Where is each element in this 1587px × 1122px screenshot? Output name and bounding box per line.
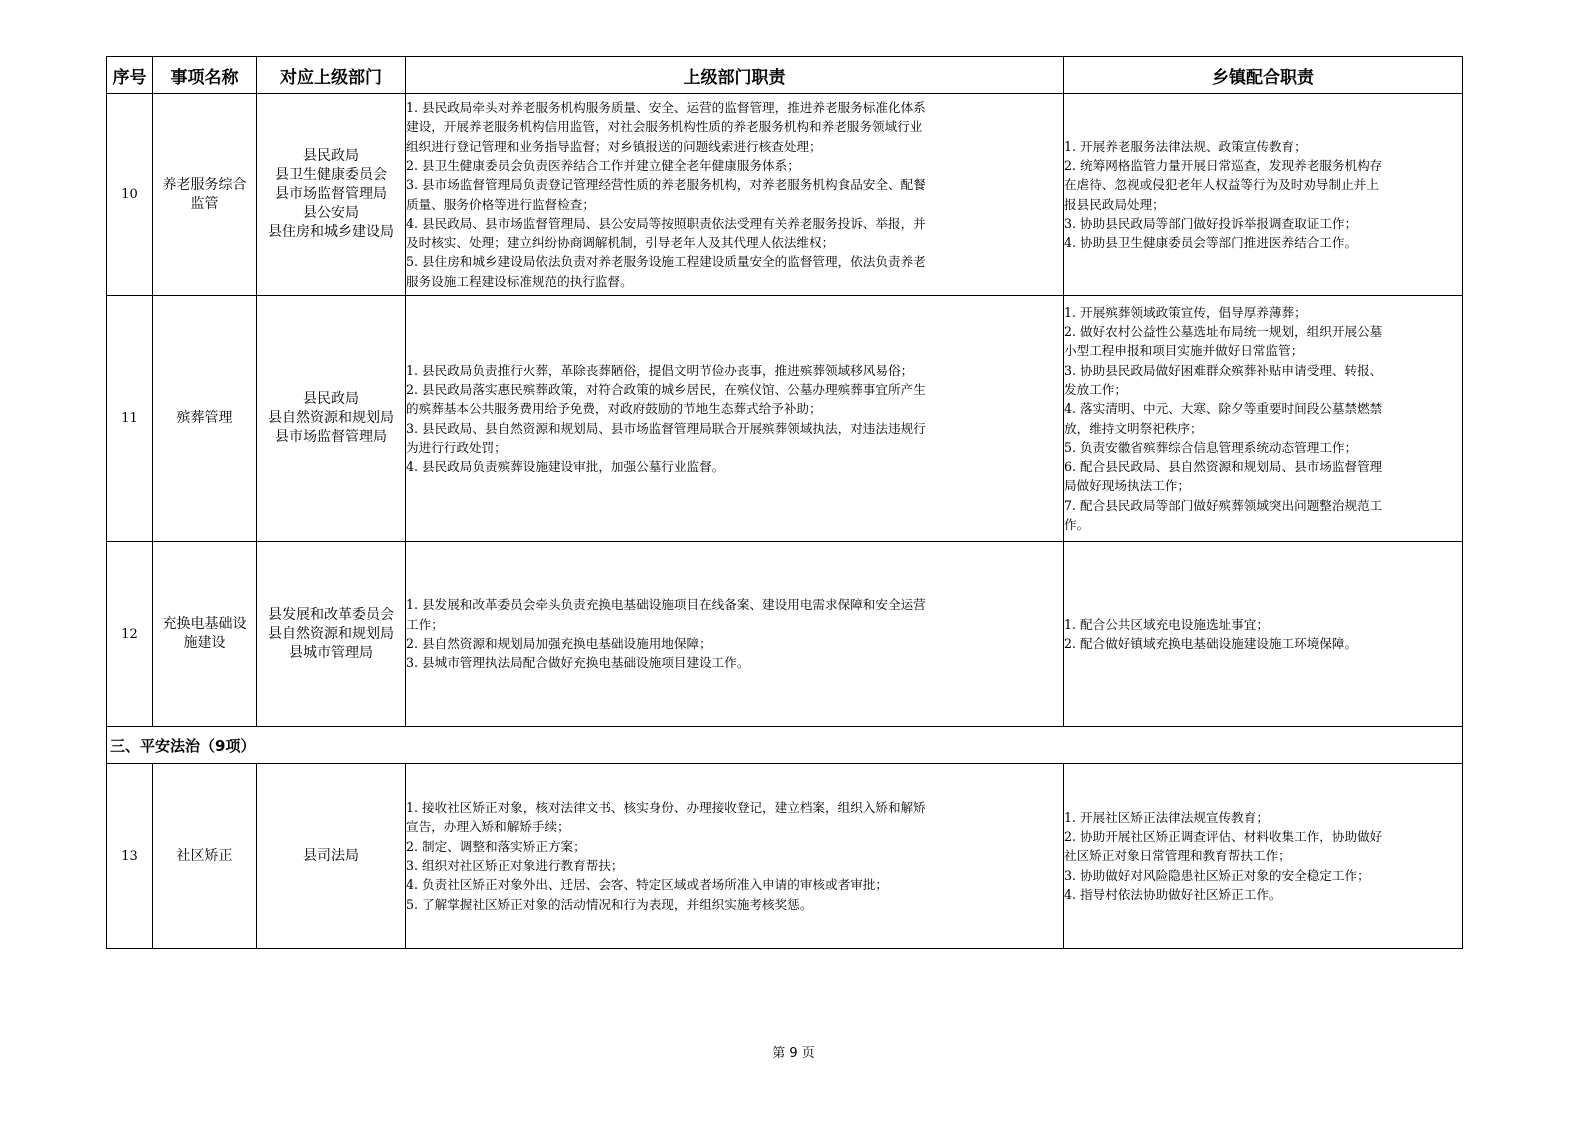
- duty-line: 3. 协助县民政局等部门做好投诉举报调查取证工作；: [1064, 215, 1358, 231]
- duty-line: 2. 县民政局落实惠民殡葬政策，对符合政策的城乡居民，在殡仪馆、公墓办理殡葬事宜所产生: [406, 381, 926, 397]
- header-upper-duties: 上级部门职责: [406, 57, 1064, 94]
- duty-line: 1. 接收社区矫正对象，核对法律文书、核实身份、办理接收登记，建立档案，组织入矫和解矫: [406, 800, 926, 816]
- duty-line: 组织进行登记管理和业务指导监督；对乡镇报送的问题线索进行核查处理；: [406, 138, 822, 154]
- duty-line: 1. 开展社区矫正法律法规宣传教育；: [1064, 809, 1269, 825]
- header-upper-dept: 对应上级部门: [257, 57, 406, 94]
- row-number: 12: [107, 542, 153, 727]
- duty-line: 4. 指导村依法协助做好社区矫正工作。: [1064, 886, 1282, 902]
- duty-line: 发放工作；: [1064, 381, 1127, 397]
- duty-line: 6. 配合县民政局、县自然资源和规划局、县市场监督管理: [1064, 459, 1383, 475]
- department: 县市场监督管理局: [275, 429, 387, 445]
- duty-line: 3. 县市场监督管理局负责登记管理经营性质的养老服务机构，对养老服务机构食品安全、配餐: [406, 177, 926, 193]
- duty-line: 放，维持文明祭祀秩序；: [1064, 420, 1203, 436]
- header-item-name: 事项名称: [153, 57, 257, 94]
- duty-line: 3. 协助县民政局做好困难群众殡葬补贴申请受理、转报、: [1064, 362, 1383, 378]
- duty-line: 5. 县住房和城乡建设局依法负责对养老服务设施工程建设质量安全的监督管理，依法负责养老: [406, 254, 926, 270]
- duty-line: 2. 配合做好镇域充换电基础设施建设施工环境保障。: [1064, 636, 1358, 651]
- duty-line: 2. 县卫生健康委员会负责医养结合工作并建立健全老年健康服务体系；: [406, 157, 800, 173]
- duty-line: 4. 负责社区矫正对象外出、迁居、会客、特定区域或者场所准入申请的审核或者审批；: [406, 877, 888, 893]
- duty-line: 2. 县自然资源和规划局加强充换电基础设施用地保障；: [406, 636, 712, 651]
- town-duties: [1064, 296, 1463, 542]
- duty-line: 3. 县城市管理执法局配合做好充换电基础设施项目建设工作。: [406, 655, 750, 671]
- upper-duties: [406, 296, 1064, 542]
- item-name-line: 养老服务综合: [162, 176, 247, 193]
- duty-line: 2. 协助开展社区矫正调查评估、材料收集工作，协助做好: [1064, 829, 1383, 845]
- duty-line: 3. 组织对社区矫正对象进行教育帮扶；: [406, 858, 624, 873]
- department: 县住房和城乡建设局: [268, 224, 394, 240]
- duty-line: 4. 县民政局、县市场监督管理局、县公安局等按照职责依法受理有关养老服务投诉、举报，并: [406, 215, 926, 231]
- row-number: 13: [107, 764, 153, 949]
- upper-departments: [257, 764, 406, 949]
- duties-table: [106, 56, 1463, 949]
- page-number: 第 9 页: [772, 1046, 815, 1061]
- duty-line: 4. 协助县卫生健康委员会等部门推进医养结合工作。: [1064, 235, 1358, 251]
- duty-line: 为进行行政处罚；: [406, 439, 507, 455]
- upper-departments: [257, 542, 406, 727]
- table-row: [107, 764, 1463, 949]
- duty-line: 作。: [1064, 516, 1090, 532]
- duty-line: 2. 做好农村公益性公墓选址布局统一规划，组织开展公墓: [1064, 324, 1383, 340]
- department: 县自然资源和规划局: [268, 410, 394, 426]
- duty-line: 7. 配合县民政局等部门做好殡葬领域突出问题整治规范工: [1064, 497, 1383, 513]
- upper-duties: [406, 764, 1064, 949]
- duty-line: 宣告，办理入矫和解矫手续；: [406, 819, 570, 835]
- duty-line: 服务设施工程建设标准规范的执行监督。: [406, 273, 633, 289]
- duty-line: 报县民政局处理；: [1064, 196, 1165, 212]
- town-duties: [1064, 764, 1463, 949]
- upper-duties: [406, 542, 1064, 727]
- department: 县市场监督管理局: [275, 186, 387, 202]
- duty-line: 在虐待、忽视或侵犯老年人权益等行为及时劝导制止并上: [1064, 177, 1379, 193]
- duty-line: 4. 县民政局负责殡葬设施建设审批，加强公墓行业监督。: [406, 459, 725, 475]
- duty-line: 质量、服务价格等进行监督检查；: [406, 196, 595, 212]
- duty-line: 5. 负责安徽省殡葬综合信息管理系统动态管理工作；: [1064, 439, 1358, 455]
- table-header-row: [107, 57, 1463, 94]
- item-name-line: 施建设: [183, 635, 226, 651]
- duty-line: 2. 统筹网格监管力量开展日常巡查，发现养老服务机构存: [1064, 157, 1383, 173]
- duty-line: 3. 协助做好对风险隐患社区矫正对象的安全稳定工作；: [1064, 867, 1370, 883]
- header-no: 序号: [107, 57, 153, 94]
- header-town-duties: 乡镇配合职责: [1064, 57, 1463, 94]
- item-name: [153, 764, 257, 949]
- town-duties: [1064, 542, 1463, 727]
- item-name-line: 殡葬管理: [176, 410, 233, 426]
- item-name-line: 充换电基础设: [162, 616, 247, 632]
- duty-line: 及时核实、处理；建立纠纷协商调解机制，引导老年人及其代理人依法维权；: [406, 235, 835, 251]
- upper-departments: [257, 94, 406, 296]
- duty-line: 1. 开展养老服务法律法规、政策宣传教育；: [1064, 138, 1307, 154]
- item-name: [153, 296, 257, 542]
- item-name-line: 监管: [190, 195, 219, 212]
- item-name: [153, 542, 257, 727]
- duty-line: 4. 落实清明、中元、大寒、除夕等重要时间段公墓禁燃禁: [1064, 401, 1383, 417]
- duty-line: 工作；: [406, 616, 444, 632]
- duty-line: 1. 开展殡葬领域政策宣传，倡导厚养薄葬；: [1064, 304, 1307, 320]
- duty-line: 社区矫正对象日常管理和教育帮扶工作；: [1064, 848, 1291, 864]
- table-row: [107, 296, 1463, 542]
- table-row: [107, 94, 1463, 296]
- duty-line: 1. 配合公共区域充电设施选址事宜；: [1064, 616, 1269, 632]
- department: 县城市管理局: [289, 644, 373, 661]
- item-name: [153, 94, 257, 296]
- duty-line: 建设，开展养老服务机构信用监管，对社会服务机构性质的养老服务机构和养老服务领域行业: [406, 119, 923, 135]
- duty-line: 1. 县发展和改革委员会牵头负责充换电基础设施项目在线备案、建设用电需求保障和安全运营: [406, 597, 926, 613]
- duty-line: 2. 制定、调整和落实矫正方案；: [406, 838, 586, 854]
- row-number: 10: [107, 94, 153, 296]
- section-row: [107, 727, 1463, 764]
- upper-departments: [257, 296, 406, 542]
- department: 县民政局: [303, 391, 359, 407]
- department: 县公安局: [303, 205, 359, 221]
- town-duties: [1064, 94, 1463, 296]
- upper-duties: [406, 94, 1064, 296]
- row-number: 11: [107, 296, 153, 542]
- table-row: [107, 542, 1463, 727]
- duty-line: 的殡葬基本公共服务费用给予免费，对政府鼓励的节地生态葬式给予补助；: [406, 401, 822, 417]
- department: 县卫生健康委员会: [275, 167, 387, 183]
- section-title: 三、平安法治（9项）: [107, 727, 1463, 764]
- duty-line: 1. 县民政局负责推行火葬，革除丧葬陋俗，提倡文明节俭办丧事，推进殡葬领域移风易俗；: [406, 362, 914, 378]
- duty-line: 5. 了解掌握社区矫正对象的活动情况和行为表现，并组织实施考核奖惩。: [406, 896, 813, 912]
- department: 县司法局: [303, 847, 359, 864]
- item-name-line: 社区矫正: [176, 847, 233, 864]
- duty-line: 1. 县民政局牵头对养老服务机构服务质量、安全、运营的监督管理，推进养老服务标准化体系: [406, 100, 926, 116]
- duty-line: 小型工程申报和项目实施并做好日常监管；: [1064, 343, 1304, 359]
- department: 县民政局: [303, 148, 359, 164]
- duty-line: 局做好现场执法工作；: [1064, 478, 1190, 494]
- duty-line: 3. 县民政局、县自然资源和规划局、县市场监督管理局联合开展殡葬领域执法，对违法违规行: [406, 420, 926, 436]
- department: 县发展和改革委员会: [268, 606, 394, 623]
- department: 县自然资源和规划局: [268, 625, 394, 642]
